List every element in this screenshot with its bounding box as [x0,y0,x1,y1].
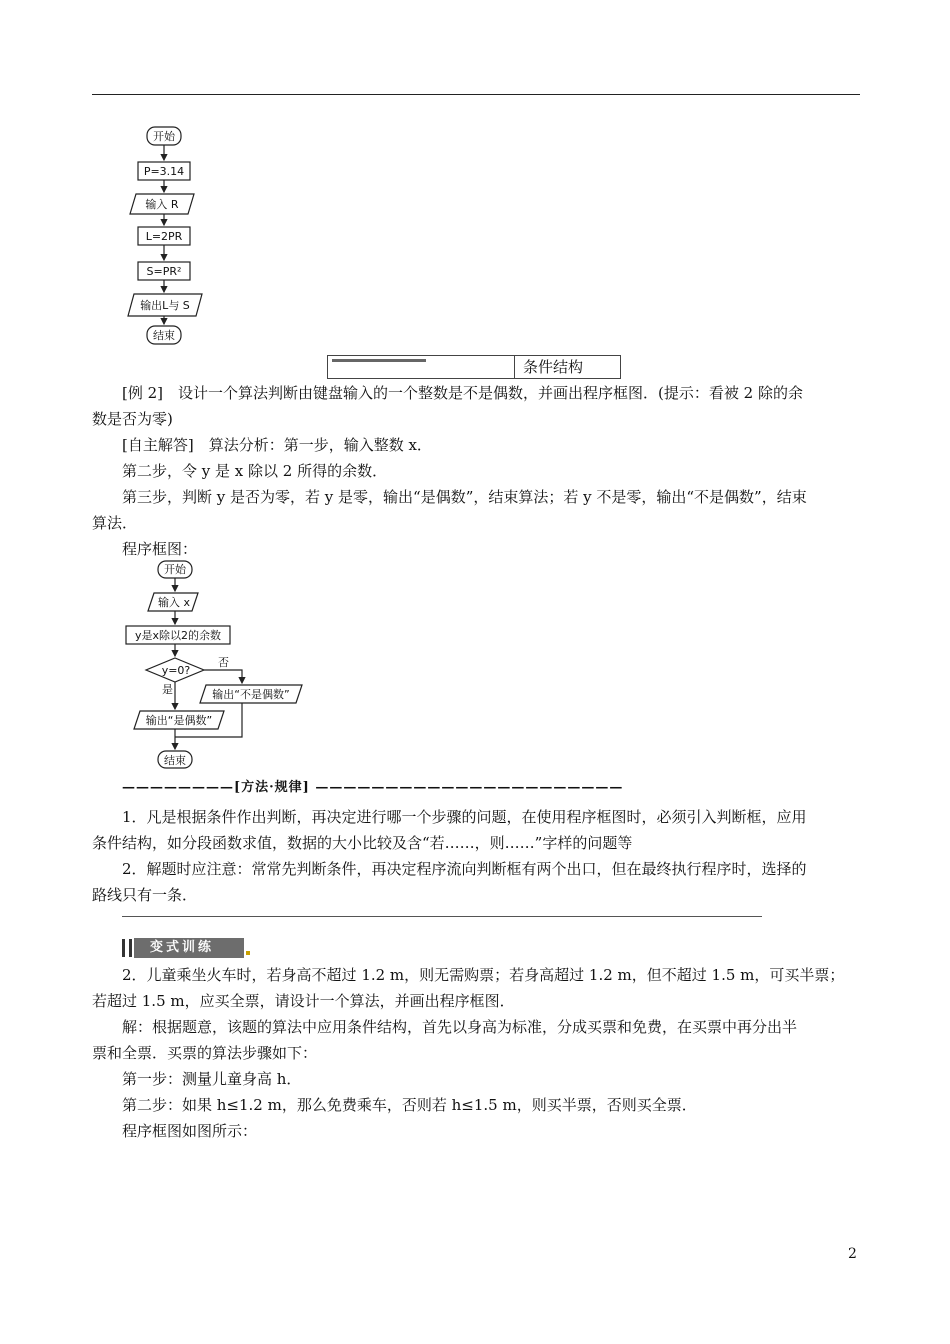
fc2-condition-text: y=0? [161,664,191,677]
practice-banner [122,937,254,959]
example2-step2: 第二步，令 y 是 x 除以 2 所得的余数． [122,462,388,480]
method-item1-line1: 1．凡是根据条件作出判断，再决定进行哪一个步骤的问题，在使用程序框图时，必须引入判断框，应用 [122,808,807,826]
method-item2-line1: 2．解题时应注意：常常先判断条件，再决定程序流向判断框有两个出口，但在最终执行程序时，选择的 [122,860,807,878]
practice-step2: 第二步：如果 h≤1.2 m，那么免费乘车，否则若 h≤1.5 m，则买半票，否则买全票． [122,1096,697,1114]
page-number: 2 [848,1246,857,1262]
fc2-yes-label: 是 [162,683,173,696]
section-banner-bar [327,355,515,379]
fc2-remainder-text: y是x除以2的余数 [134,629,222,642]
practice-question-line2: 若超过 1.5 m，应买全票，请设计一个算法，并画出程序框图． [92,992,515,1010]
fc1-calc-s-text: S=PR² [146,265,182,278]
example2-chart-label: 程序框图： [122,540,198,558]
fc1-end-text: 结束 [153,329,175,342]
fc1-assign-text: P=3.14 [143,165,185,178]
method-item2-line2: 路线只有一条． [92,886,198,904]
practice-chart-note: 程序框图如图所示： [122,1122,258,1140]
fc1-output-text: 输出L与 S [140,299,190,312]
header-rule [92,94,860,95]
example2-line2: 数是否为零) [92,410,173,428]
method-item1-line2: 条件结构，如分段函数求值，数据的大小比较及含“若……，则……”字样的问题等 [92,834,633,852]
fc2-not-even-text: 输出“不是偶数” [212,688,290,701]
method-title: ————————[方法·规律] —————————————————————— [122,780,624,795]
fc2-even-text: 输出“是偶数” [145,714,213,727]
flowchart-circle [126,124,236,349]
fc1-input-text: 输入 R [145,198,179,211]
method-end-rule [122,916,762,917]
section-banner [327,355,621,379]
practice-solution-line2: 票和全票．买票的算法步骤如下： [92,1044,318,1062]
practice-step1: 第一步：测量儿童身高 h． [122,1070,302,1088]
example2-step3-line2: 算法． [92,514,138,532]
example2-solve: [自主解答] 算法分析：第一步，输入整数 x． [122,436,432,454]
fc1-start-text: 开始 [153,130,175,143]
practice-banner-label: 变式训练 [134,938,244,958]
section-banner-title: 条件结构 [514,355,621,379]
fc2-input-text: 输入 x [157,596,191,609]
fc2-end-text: 结束 [164,754,186,767]
example2-step3-line1: 第三步，判断 y 是否为零，若 y 是零，输出“是偶数”，结束算法；若 y 不是零，输出“不是偶数”，结束 [122,488,807,506]
fc1-calc-l-text: L=2PR [145,230,183,243]
practice-question-line1: 2．儿童乘坐火车时，若身高不超过 1.2 m，则无需购票；若身高超过 1.2 m，但不超过 1.5 m，可买半票； [122,966,845,984]
practice-solution-line1: 解：根据题意，该题的算法中应用条件结构，首先以身高为标准，分成买票和免费，在买票中再分出半 [122,1018,798,1036]
fc2-start-text: 开始 [164,563,186,576]
flowchart-even-check [120,557,320,772]
fc2-no-label: 否 [218,656,229,669]
example2-line1: [例 2] 设计一个算法判断由键盘输入的一个整数是不是偶数，并画出程序框图．(提示：看被 2 除的余 [122,384,803,402]
